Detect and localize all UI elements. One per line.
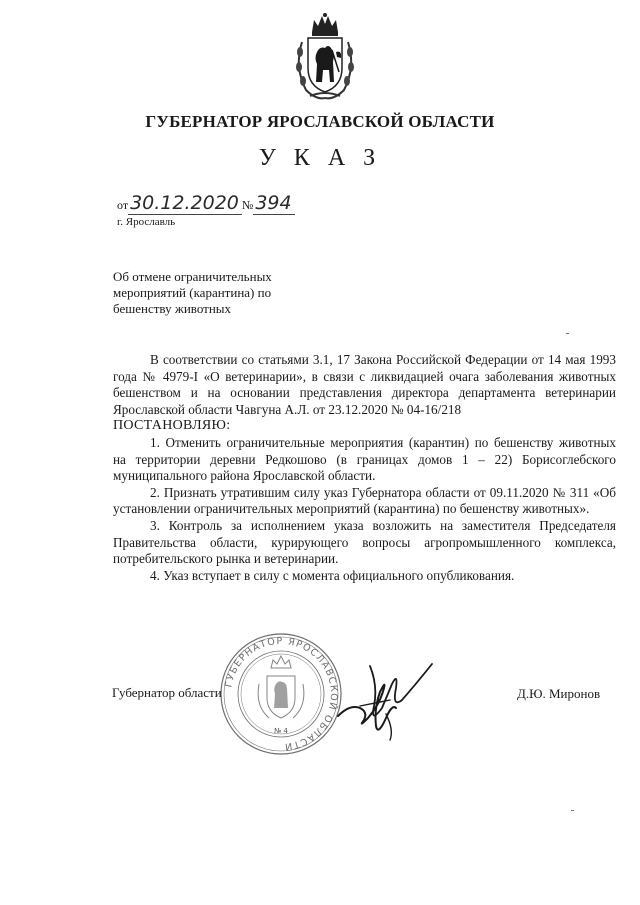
- issuing-authority-title: ГУБЕРНАТОР ЯРОСЛАВСКОЙ ОБЛАСТИ: [145, 112, 495, 131]
- decree-keyword: ПОСТАНОВЛЯЮ:: [113, 418, 231, 434]
- seal-ring-text: ГУБЕРНАТОР ЯРОСЛАВСКОЙ ОБЛАСТИ: [223, 635, 340, 753]
- subject-line: мероприятий (карантина) по: [113, 285, 272, 300]
- decree-item: 4. Указ вступает в силу с момента официального опубликования.: [150, 567, 515, 583]
- signer-position: Губернатор области: [112, 685, 222, 700]
- preamble-paragraph: В соответствии со статьями 3.1, 17 Закона Российской Федерации от 14 мая 1993 года № 4979-I «О ветеринарии», в связи с ликвидацией очага заболевания животных бешенством и на основании представления директора департамента ветеринарии Ярославской области Чавгуна А.Л. от 23.12.2020 № 04-16/218: [113, 352, 616, 417]
- document-type-heading: У К А З: [258, 145, 382, 171]
- issue-city: г. Ярославль: [117, 216, 176, 228]
- scan-artifact: [571, 810, 574, 811]
- subject-line: бешенству животных: [113, 301, 232, 316]
- date-field: [128, 194, 242, 215]
- signer-name: Д.Ю. Миронов: [517, 686, 601, 701]
- decree-body: [113, 352, 616, 584]
- decree-item: 2. Признать утратившим силу указ Губернатора области от 09.11.2020 № 311 «Об установлении ограничительных мероприятий (карантина) по бешенству животных».: [113, 484, 616, 517]
- subject-line: Об отмене ограничительных: [113, 269, 272, 284]
- date-prefix: от: [117, 198, 129, 212]
- number-sign: №: [241, 198, 254, 212]
- coat-of-arms-emblem: [292, 12, 358, 102]
- decree-item: 3. Контроль за исполнением указа возложить на заместителя Председателя Правительства области, курирующего вопросы агропромышленного комплекса, потребительского рынка и ветеринарии.: [113, 517, 616, 567]
- handwritten-signature: [330, 646, 440, 746]
- handwritten-number: 394: [255, 192, 292, 214]
- number-field: [253, 194, 294, 215]
- signature-block: [0, 630, 640, 770]
- official-seal-stamp: [219, 632, 343, 756]
- seal-number: № 4: [274, 727, 288, 735]
- decree-item: 1. Отменить ограничительные мероприятия (карантин) по бешенству животных на территории деревни Редкошово (в границах домов 1 – 22) Борисоглебского муниципального района Ярославской области.: [113, 434, 616, 484]
- scan-artifact: [566, 333, 569, 334]
- handwritten-date: 30.12.2020: [130, 192, 239, 214]
- date-number-line: [117, 194, 295, 215]
- decree-subject: [113, 269, 353, 317]
